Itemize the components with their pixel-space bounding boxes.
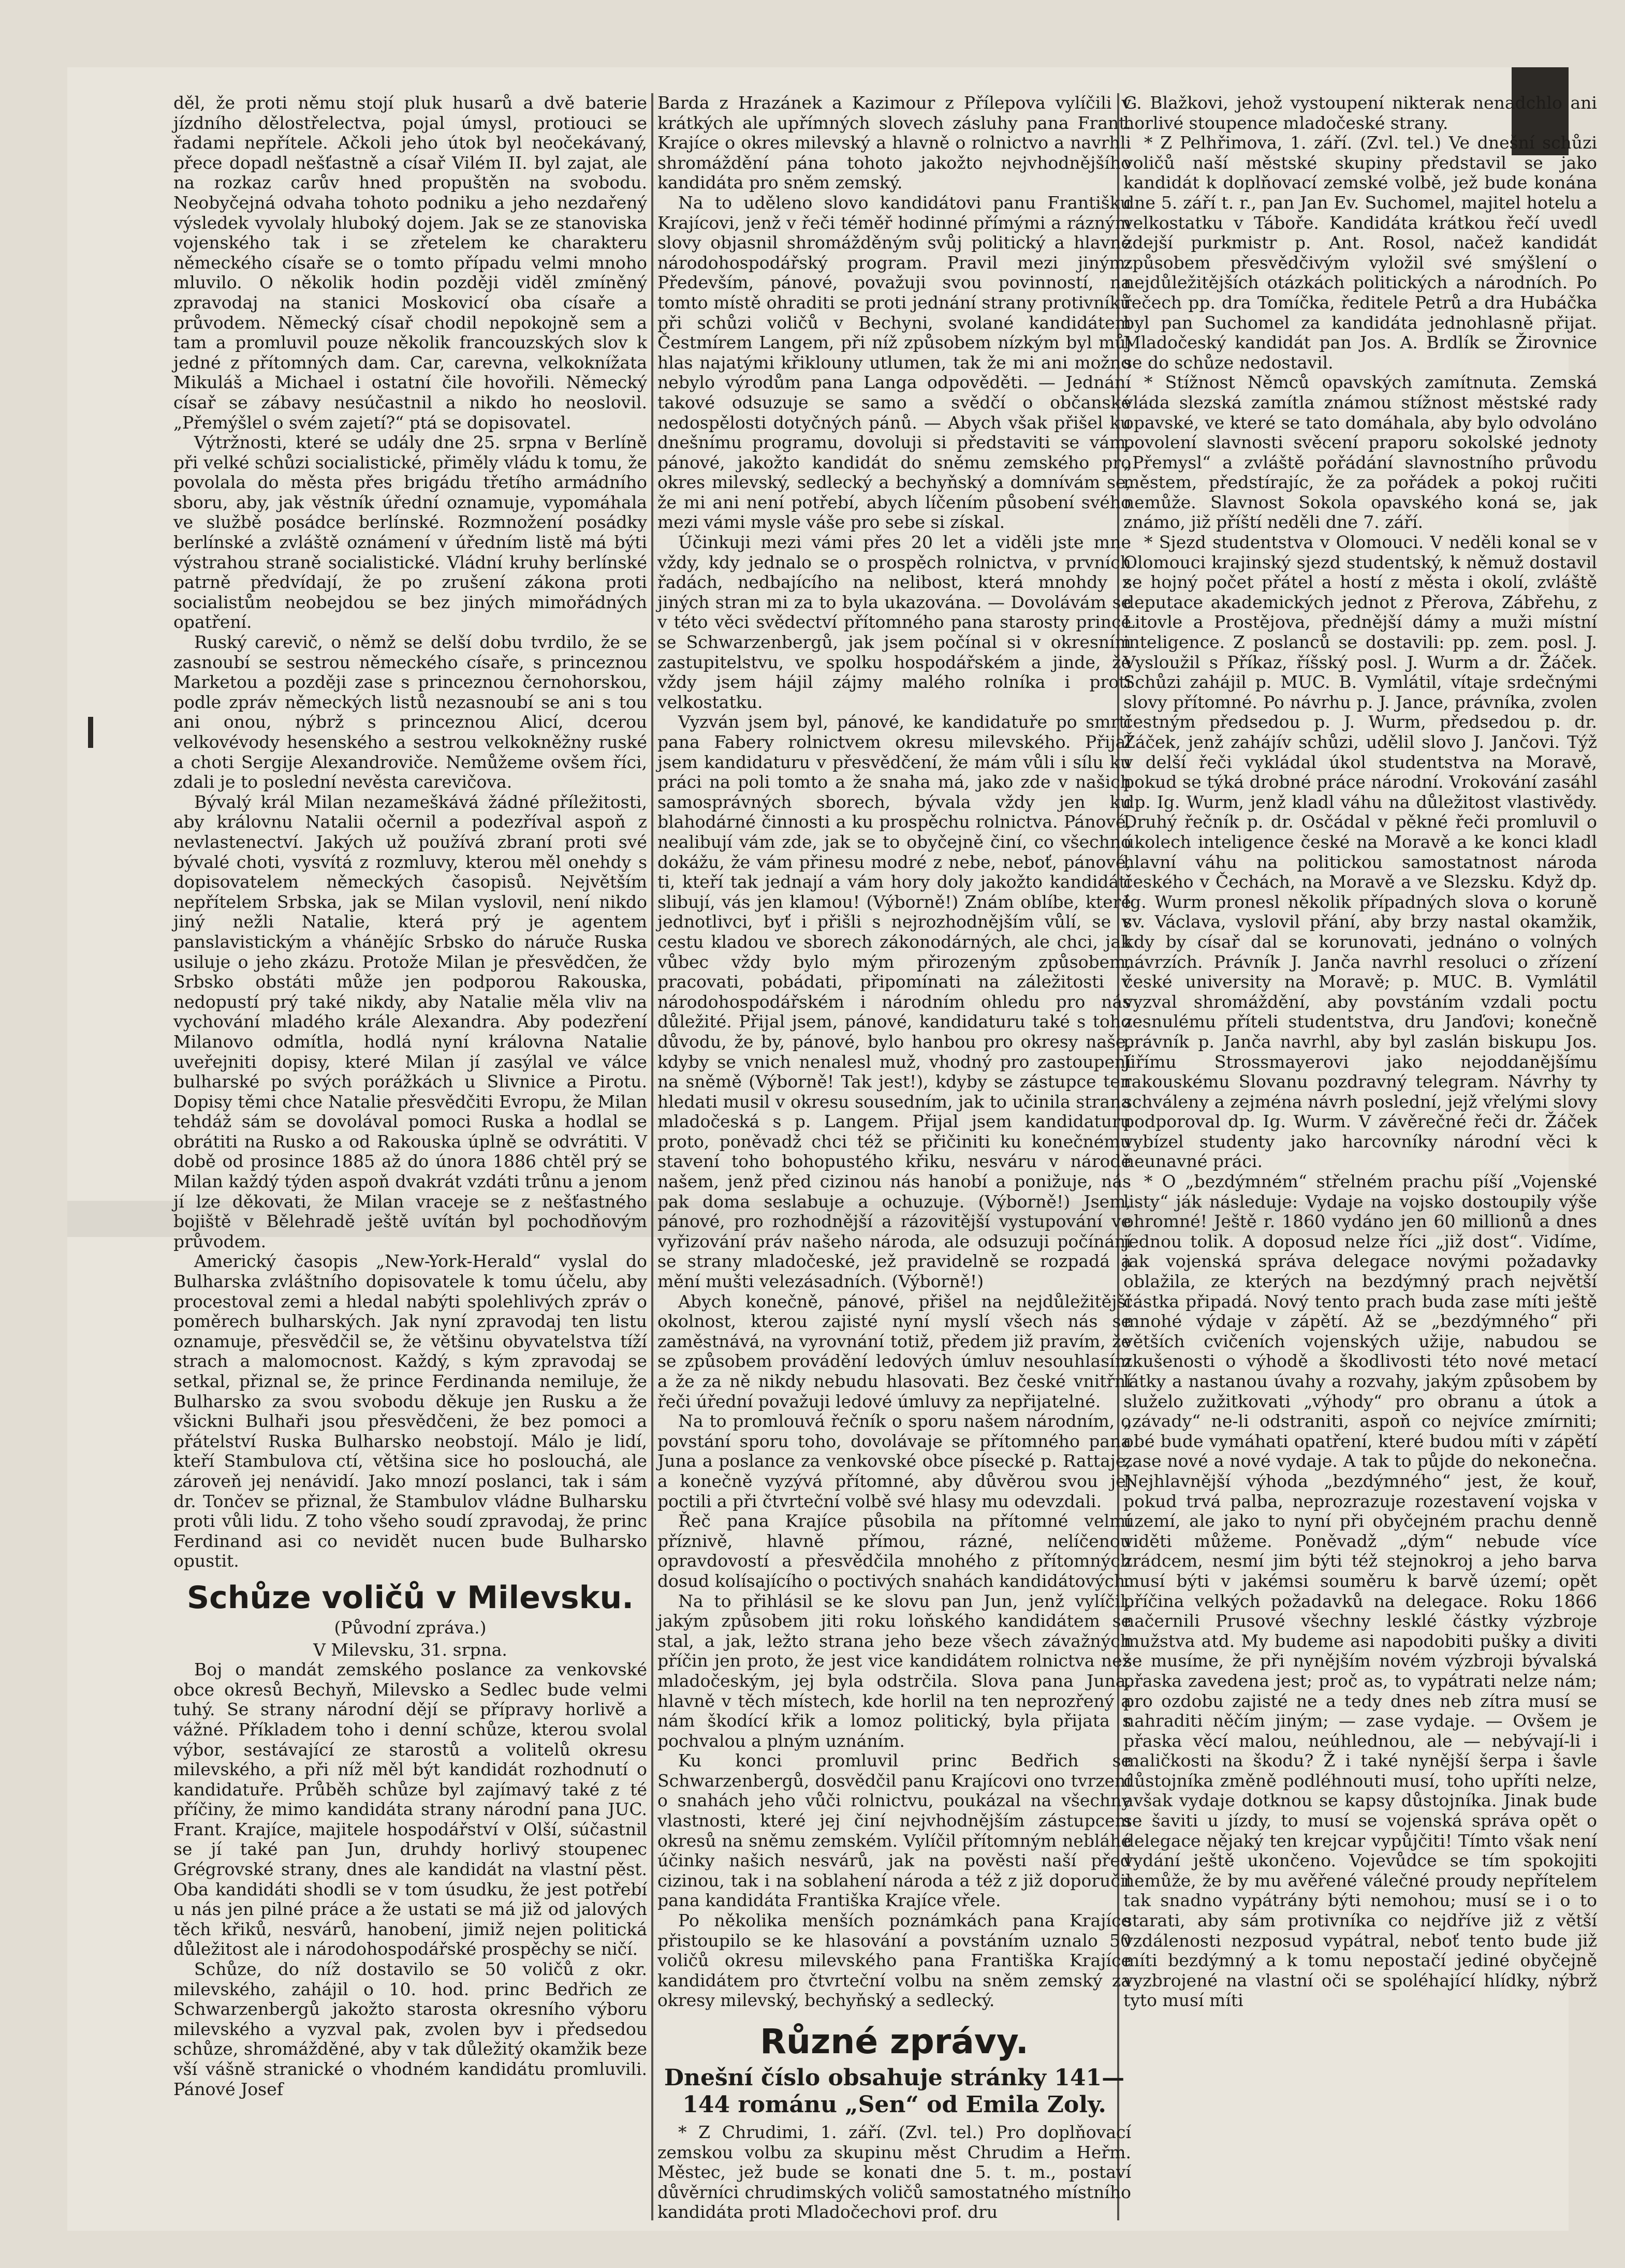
- novel-notice: Dnešní číslo obsahuje stránky 141—144 románu „Sen“ od Emila Zoly.: [664, 2065, 1125, 2118]
- paragraph: Účinkuji mezi vámi přes 20 let a viděli jste mne vždy, kdy jednalo se o prospěch rolnictva, v prvních řadách, nedbajícího na nelibost, která mnohdy z jiných stran mi za to byla ukazována. — Dovolávám se v této věci svědectví přítomného pana starosty prince se Schwarzenbergů, jak jsem počínal si v okresním zastupitelstvu, ve spolku hospodářském a jinde, že vždy jsem hájil zájmy malého rolníka i proti velkostatku.: [657, 532, 1131, 712]
- dateline: V Milevsku, 31. srpna.: [313, 1639, 507, 1660]
- paragraph: Schůze, do níž dostavilo se 50 voličů z okr. milevského, zahájil o 10. hod. princ Bedřich ze Schwarzenbergů jakožto starosta okresního výboru milevského a vyzval pak, zvolen byv i předsedou schůze, shromážděné, aby v tak důležitý okamžik beze vší vášně stranické o vhodném kandidátu promluvili. Pánové Josef: [173, 1959, 647, 2099]
- paragraph: * Z Chrudimi, 1. září. (Zvl. tel.) Pro doplňovací zemskou volbu za skupinu měst Chrudim a Heřm. Městec, jež bude se konati dne 5. t. m., postaví důvěrníci chrudimských voličů samostatného místního kandidáta proti Mladočechovi prof. dru: [657, 2122, 1131, 2222]
- paragraph: Na to uděleno slovo kandidátovi panu Františku Krajícovi, jenž v řeči téměř hodinné přímými a rázným slovy objasnil shromážděným svůj politický a hlavně národohospodářský program. Pravil mezi jiným: Především, pánové, považuji svou povinností, na tomto místě ohraditi se proti jednání strany protivníků při schůzi voličů v Bechyni, svolané kandidátem Čestmírem Langem, při níž způsobem nízkým byl můj hlas najatými křiklouny utlumen, tak že mi ani možno nebylo výrodům pana Langa odpověděti. — Jednání takové odsuzuje se samo a svědčí o občanské nedospělosti dotyčných pánů. — Abych však přišel ku dnešnímu programu, dovoluji si představiti se vám, pánové, jakožto kandidát do sněmu zemského pro okres milevský, sedlecký a bechyňský a domnívám se, že mi ani není potřebí, abych líčením působení svého mezi vámi mysle váše pro sebe si získal.: [657, 192, 1131, 533]
- paragraph: Na to přihlásil se ke slovu pan Jun, jenž vylíčil, jakým způsobem jiti roku loňského kandidátem se stal, a jak, ležto strana jeho beze všech závažných příčin jen proto, že jest vice kandidátem rolnictva než mladočeským, jej byla odstrčila. Slova pana Juna, hlavně v těch místech, kde horlil na ten neprozřený a nám škodící křik a lomoz politický, byla přijata s pochvalou a plným uznáním.: [657, 1590, 1131, 1751]
- newspaper-page: [67, 67, 1597, 2231]
- column-2: [657, 93, 1131, 2222]
- paragraph: * Sjezd studentstva v Olomouci. V neděli konal se v Olomouci krajinský sjezd studentský, k němuž dostavil se hojný počet přátel a hostí z města i okolí, zvláště deputace akademických jednot z Přerova, Zábřehu, z Litovle a Prostějova, přednější dámy a muži místní inteligence. Z poslanců se dostavili: pp. zem. posl. J. Vysloužil s Příkaz, říšský posl. J. Wurm a dr. Žáček. Schůzi zahájil p. MUC. B. Vymlátil, vítaje srdečnými slovy přítomné. Po návrhu p. J. Jance, právníka, zvolen čestným předsedou p. J. Wurm, předsedou p. dr. Žáček, jenž zahájív schůzi, udělil slovo J. Jančovi. Týž v delší řeči vykládal úkol studentstva na Moravě, pokud se týká drobné práce národní. Vrokování zasáhl dp. Ig. Wurm, jenž kladl váhu na důležitost vlastivědy. Druhý řečník p. dr. Osčádal v pěkné řeči promluvil o úkolech inteligence české na Moravě a ke konci kladl hlavní váhu na politickou samostatnost národa českého v Čechách, na Moravě a ve Slezsku. Když dp. Ig. Wurm pronesl několik případných slova o koruně sv. Václava, vyslovil přání, aby brzy nastal okamžik, kdy by císař dal se korunovati, jednáno o volných návrzích. Právník J. Janča navrhl resoluci o zřízení české university na Moravě; p. MUC. B. Vymlátil vyzval shromáždění, aby povstáním vzdali poctu zesnulému příteli studentstva, dru Janďovi; konečně právník p. Janča navrhl, aby byl zaslán biskupu Jos. Jiřímu Strossmayerovi jako nejoddanějšímu rakouskému Slovanu pozdravný telegram. Návrhy ty schváleny a zejména návrh poslední, jejž vřelými slovy podporoval dp. Ig. Wurm. V závěrečné řeči dr. Žáček vybízel studenty jako harcovníky národní věci k neunavné práci.: [1123, 532, 1597, 1172]
- column-rule: [651, 93, 653, 2220]
- binding-mark: [88, 717, 93, 748]
- paragraph: Vyzván jsem byl, pánové, ke kandidatuře po smrti pana Fabery rolnictvem okresu milevského. Přijal jsem kandidaturu v přesvědčení, že mám vůli i sílu ku práci na poli tomto a že snaha má, jako zde v našich samosprávných sborech, bývala vždy jen ku blahodárné činnosti a ku prospěchu rolnictva. Pánové, nealibují vám zde, jak se to obyčejně činí, co všechno dokážu, že vám přinesu modré z nebe, neboť, pánové, ti, kteří tak jednají a vám hory doly jakožto kandidáti slibují, vás jen klamou! (Výborně!) Znám oblíbe, které jednotlivci, byť i přišli s nejrozhodnějším vůlí, se v cestu kladou ve sborech zákonodárných, ale chci, jak vůbec vždy bylo mým přirozeným způsobem, pracovati, pobádati, připomínati na záležitosti v národohospodářském i národním ohledu pro nás důležité. Přijal jsem, pánové, kandidaturu také s toho důvodu, že by, pánové, bylo hanbou pro okresy naše, kdyby se vnich nenalesl muž, vhodný pro zastoupení na sněmě (Výborně! Tak jest!), kdyby se zástupce ten hledati musil v okresu sousedním, jak to učinila strana mladočeská s p. Langem. Přijal jsem kandidaturu proto, poněvadž chci též se přičiniti ku konečnému stavení toho bohopustého křiku, nesváru v národě našem, jenž před cizinou nás hanobí a ponižuje, nás pak doma seslabuje a ochuzuje. (Výborně!) Jsem, pánové, pro rozhodnější a rázovitější vystupování ve vyřizování práv našeho národa, ale odsuzuji počínání se strany mladočeské, jež pravidelně se rozpadá a mění mušti velezásadních. (Výborně!): [657, 712, 1131, 1292]
- paragraph: Na to promlouvá řečník o sporu našem národním, o povstání sporu toho, dovolávaje se přítomného pana Juna a poslance za venkovské obce písecké p. Rattaje, a konečně vyzývá přítomné, aby důvěrou svou jej poctili a při čtvrteční volbě své hlasy mu odevzdali.: [657, 1411, 1131, 1511]
- paragraph: * Stížnost Němců opavských zamítnuta. Zemská vláda slezská zamítla známou stížnost městské rady opavské, ve které se tato domáhala, aby bylo odvoláno povolení slavnosti svěcení praporu sokolské jednoty „Přemysl“ a zvláště pořádání slavnostního průvodu městem, předstírajíc, že za pořádek a pokoj ručiti nemůže. Slavnost Sokola opavského koná se, jak známo, již příští neděli dne 7. září.: [1123, 372, 1597, 533]
- paragraph: Barda z Hrazánek a Kazimour z Přílepova vylíčili v krátkých ale upřímných slovech zásluhy pana Frant. Krajíce o okres milevský a hlavně o rolnictvo a navrhli shromáždění pána tohoto jakožto nejvhodnějšího kandidáta pro sněm zemský.: [657, 93, 1131, 193]
- paragraph: G. Blažkovi, jehož vystoupení nikterak nenadchlo ani horlivé stoupence mladočeské strany.: [1123, 93, 1597, 133]
- paragraph: Bývalý král Milan nezameškává žádné příležitosti, aby královnu Natalii očernil a podezříval aspoň z nevlastenectví. Jakých už používá zbraní proti své bývalé choti, vysvítá z rozmluvy, kterou měl onehdy s dopisovatelem německých časopisů. Největším nepřítelem Srbska, jak se Milan vyslovil, není nikdo jiný nežli Natalie, která prý je agentem panslavistickým a vhánějíc Srbsko do náruče Ruska usiluje o jeho zkázu. Protože Milan je přesvědčen, že Srbsko obstáti může jen podporou Rakouska, nedopustí prý také nikdy, aby Natalie měla vliv na vychování mladého krále Alexandra. Aby podezření Milanovo odmítla, hodlá nyní královna Natalie uveřejniti dopisy, které Milan jí zasýlal ve válce bulharské po svých porážkách u Slivnice a Pirotu. Dopisy těmi chce Natalie přesvědčiti Evropu, že Milan tehdáž sám se dovolával pomoci Ruska a hodlal se obrátiti na Rusko a od Rakouska úplně se odvrátiti. V době od prosince 1885 až do února 1886 chtěl prý se Milan každý týden aspoň dvakrát vzdáti trůnu a jenom jí lze děkovati, že Milan vraceje se z nešťastného bojiště v Bělehradě ještě uvítán byl pochodňovým průvodem.: [173, 791, 647, 1251]
- paragraph: Ruský carevič, o němž se delší dobu tvrdilo, že se zasnoubí se sestrou německého císaře, s princeznou Marketou a později zase s princeznou černohorskou, podle zpráv německých listů nezasnoubí se ani s tou ani onou, nýbrž s princeznou Alicí, dcerou velkovévody hesenského a sestrou velkokněžny ruské a choti Sergije Alexandroviče. Nemůžeme ovšem říci, zdali je to poslední nevěsta carevičova.: [173, 632, 647, 792]
- article-subheading: (Původní zpráva.): [334, 1617, 487, 1638]
- paragraph: Ku konci promluvil princ Bedřich se Schwarzenbergů, dosvědčil panu Krajícovi ono tvrzení o snahách jeho vůči rolnictvu, poukázal na všechny vlastnosti, které jej činí nejvhodnějším zástupcem okresů na sněmu zemském. Vylíčil přítomným nebláhé účinky našich nesvárů, jak na pověsti naší před cizinou, tak i na soblahení národa a též z již doporučil pana kandidáta Františka Krajíce vřele.: [657, 1750, 1131, 1911]
- column-3: [1123, 93, 1597, 2205]
- paragraph: Americký časopis „New-York-Herald“ vyslal do Bulharska zvláštního dopisovatele k tomu účelu, aby procestoval zemi a hledal nabýti spolehlivých zpráv o poměrech bulharských. Jak nyní zpravodaj ten listu oznamuje, přesvědčil se, že většinu obyvatelstva tíží strach a malomocnost. Každý, s kým zpravodaj se setkal, přiznal se, že prince Ferdinanda nemiluje, že Bulharsko za svou svobodu děkuje jen Rusku a že všickni Bulhaři jsou přesvědčeni, že bez pomoci a přátelství Ruska Bulharsko neobstojí. Málo je lidí, kteří Stambulova ctí, většina sice ho poslouchá, ale zároveň jej nenávidí. Jako mnozí poslanci, tak i sám dr. Tončev se přiznal, že Stambulov vládne Bulharsku proti vůli lidu. Z toho všeho soudí zpravodaj, že princ Ferdinand asi co nevidět nucen bude Bulharsko opustit.: [173, 1251, 647, 1571]
- column-1: [173, 93, 647, 2205]
- paragraph: Výtržnosti, které se udály dne 25. srpna v Berlíně při velké schůzi socialistické, přiměly vládu k tomu, že povolala do města přes brigádu třetího armádního sboru, aby, jak věstník úřední oznamuje, vypomáhala ve službě posádce berlínské. Rozmnožení posádky berlínské a zvláště oznámení v úředním listě má býti výstrahou straně socialistické. Vládní kruhy berlínské patrně předvídají, že po zrušení zákona proti socialistům neobejdou se bez jiných mimořádných opatření.: [173, 432, 647, 632]
- paragraph: Po několika menších poznámkách pana Krajíce přistoupilo se ke hlasování a povstáním uznalo 50 voličů okresu milevského pana Františka Krajíce kandidátem pro čtvrteční volbu na sněm zemský za okresy milevský, bechyňský a sedlecký.: [657, 1910, 1131, 2011]
- paragraph: Řeč pana Krajíce působila na přítomné velmi příznivě, hlavně přímou, rázné, nelíčenou opravdovostí a přesvědčila mnohého z přítomných dosud kolísajícího o poctivých snahách kandidátových.: [657, 1511, 1131, 1591]
- paragraph: * O „bezdýmném“ střelném prachu píší „Vojenské listy“ ják následuje: Vydaje na vojsko dostoupily výše ohromné! Ještě r. 1860 vydáno jen 60 millionů a dnes jednou tolik. A doposud nelze říci „již dost“. Vidíme, jak vojenská správa delegace novými požadavky oblažila, ze kterých na bezdýmný prach největší částka připadá. Nový tento prach buda zase míti ještě mnohé výdaje v zápětí. Až se „bezdýmného“ při větších cvičeních vojenských užije, nabudou se zkušenosti o výhodě a škodlivosti této nové metací látky a nastanou úvahy a rozvahy, jakým způsobem by služelo zužitkovati „výhody“ pro obranu a útok a „závady“ ne-li odstraniti, aspoň co nejvíce zmírniti; obé bude vymáhati opatření, které budou míti v zápětí zase nové a nové vydaje. A tak to půjde do nekonečna. Nejhlavnější výhoda „bezdýmného“ jest, že kouř, pokud trvá palba, neprozrazuje rozestavení vojska v území, ale jako to nyní při obyčejném prachu denně viděti můžeme. Poněvadž „dým“ nebude více zrádcem, nesmí jim býti též stejnokroj a jeho barva musí býti v jakémsi souměru k barvě území; opět příčina velkých požadavků na delegace. Roku 1866 načernili Prusové všechny lesklé částky výzbroje mužstva atd. My budeme asi napodobiti pušky a diviti se musíme, že při nynějším novém výzbroji bývalská přaska zavedena jest; proč as, to vypátrati nelze nám; pro ozdobu zajisté ne a tedy dnes neb zítra musí se nahraditi něčím jiným; — zase vydaje. — Ovšem je přaska věcí malou, neúhlednou, ale — nebývají-li i maličkosti na škodu? Ž i také nynější šerpa i šavle důstojníka změně podléhnouti musí, toho upříti nelze, avšak vydaje dotknou se kapsy důstojníka. Jinak bude se šaviti u jízdy, to musí se vojenská správa opět o delegace nějaký ten krejcar vypůjčiti! Tímto však není vydání ještě ukončeno. Vojevůdce se tím spokojiti nemůže, že by mu avěřené válečné proudy nepřítelem tak snadno vypátrány býti nemohou; musí se i o to starati, aby sám protivníka co nejdříve již z větší vzdálenosti nezposud vypátral, neboť tento bude již míti bezdýmný a k tomu nepostačí jediné obyčejně vyzbrojené na vlastní oči se spoléhající hlídky, nýbrž tyto musí míti: [1123, 1171, 1597, 2011]
- section-banner: Různé zprávy.: [760, 2022, 1029, 2061]
- article-heading: Schůze voličů v Milevsku.: [186, 1579, 634, 1616]
- paragraph: Abych konečně, pánové, přišel na nejdůležitější okolnost, kterou zajisté nyní myslí všech nás se zaměstnává, na vyrovnání totiž, předem již pravím, že se způsobem provádění ledových úmluv nesouhlasím a že za ně nikdy nebudu hlasovati. Bez české vnitřní řeči úřední považuji ledové úmluvy za nepřijatelné.: [657, 1291, 1131, 1411]
- paragraph: Boj o mandát zemského poslance za venkovské obce okresů Bechyň, Milevsko a Sedlec bude velmi tuhý. Se strany národní dějí se přípravy horlivě a vážné. Příkladem toho i denní schůze, kterou svolal výbor, sestávající ze starostů a volitelů okresu milevského, a při níž měl být kandidát rozhodnutí o kandidatuře. Průběh schůze byl zajímavý také z té příčiny, že mimo kandidáta strany národní pana JUC. Frant. Krajíce, majitele hospodářství v Olší, súčastnil se jí také pan Jun, druhdy horlivý stoupenec Grégrovské strany, dnes ale kandidát na vlastní pěst. Oba kandidáti shodli se v tom úsudku, že jest potřebí u nás jen pilné práce a že ustati se má již od jalových těch křiků, nesvárů, hanobení, jimiž nejen politická důležitost ale i národohospodářské prospěchy se ničí.: [173, 1659, 647, 1960]
- paragraph: * Z Pelhřimova, 1. září. (Zvl. tel.) Ve dnešní schůzi voličů naší městské skupiny představil se jako kandidát k doplňovací zemské volbě, jež bude konána dne 5. září t. r., pan Jan Ev. Suchomel, majitel hotelu a velkostatku v Táboře. Kandidáta krátkou řečí uvedl zdejší purkmistr p. Ant. Rosol, načež kandidát způsobem přesvědčivým vyložil své smýšlení o nejdůležitějších otázkách politických a národních. Po řečech pp. dra Tomíčka, ředitele Petrů a dra Hubáčka byl pan Suchomel za kandidáta jednohlasně přijat. Mladočeský kandidát pan Jos. A. Brdlík se Žirovnice se do schůze nedostavil.: [1123, 132, 1597, 373]
- paragraph: děl, že proti němu stojí pluk husarů a dvě baterie jízdního dělostřelectva, pojal úmysl, protiouci se řadami nepřítele. Ačkoli jeho útok byl neočekávaný, přece dopadl nešťastně a císař Vilém II. byl zajat, ale na rozkaz carův hned propuštěn na svobodu. Neobyčejná odvaha tohoto podniku a jeho nezdařený výsledek vyvolaly hluboký dojem. Jak se ze stanoviska vojenského tak i se zřetelem ke charakteru německého císaře se o tomto případu velmi mnoho mluvilo. O několik hodin později viděl zmíněný zpravodaj na stanici Moskovicí oba císaře a průvodem. Německý císař chodil nepokojně sem a tam a promluvil pouze několik francouzských slov k jedné z přítomných dam. Car, carevna, velkoknížata Mikuláš a Michael i ostatní čile hovořili. Německý císař se zábavy nesúčastnil a nikdo ho neoslovil. „Přemýšlel o svém zajetí?“ ptá se dopisovatel.: [173, 93, 647, 433]
